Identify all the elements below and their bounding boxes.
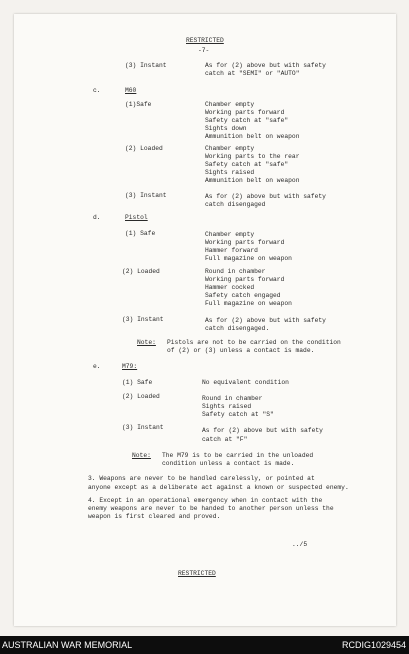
- e-safe-label: (1) Safe: [122, 379, 153, 386]
- e-loaded-desc-0: Round in chamber: [202, 395, 263, 402]
- d-safe-desc-1: Working parts forward: [205, 239, 285, 246]
- e-loaded-label: (2) Loaded: [122, 393, 160, 400]
- e-instant-desc-0: As for (2) above but with safety: [202, 427, 323, 434]
- section-e-title: M79:: [122, 363, 138, 370]
- d-loaded-desc-3: Safety catch engaged: [205, 292, 281, 299]
- e-note-0: The M79 is to be carried in the unloaded: [162, 452, 314, 459]
- archive-name: AUSTRALIAN WAR MEMORIAL: [2, 640, 133, 650]
- section-c-letter: c.: [93, 87, 101, 94]
- c-safe-label: (1)Safe: [125, 101, 152, 108]
- d-note-label: Note:: [137, 339, 156, 346]
- d-note-0: Pistols are not to be carried on the condition: [167, 339, 341, 346]
- paragraph-3-line-1: anyone except as a deliberate act against a known or suspected enemy.: [88, 484, 349, 491]
- footer-classification: RESTRICTED: [178, 570, 216, 577]
- e-safe-desc-0: No equivalent condition: [202, 379, 289, 386]
- e-loaded-desc-2: Safety catch at "S": [202, 411, 274, 418]
- continuation-marker: ../5: [292, 541, 308, 548]
- b-instant-label: (3) Instant: [125, 62, 167, 69]
- c-instant-desc-0: As for (2) above but with safety: [205, 193, 326, 200]
- d-loaded-desc-4: Full magazine on weapon: [205, 300, 292, 307]
- paragraph-4-line-0: 4. Except in an operational emergency when in contact with the: [88, 497, 323, 504]
- section-c-title: M60: [125, 87, 137, 94]
- d-note-1: of (2) or (3) unless a contact is made.: [167, 347, 315, 354]
- c-instant-desc-1: catch disengaged: [205, 201, 266, 208]
- c-loaded-desc-4: Ammunition belt on weapon: [205, 177, 300, 184]
- d-loaded-desc-1: Working parts forward: [205, 276, 285, 283]
- header-classification: RESTRICTED: [186, 37, 224, 44]
- d-loaded-label: (2) Loaded: [122, 268, 160, 275]
- paragraph-4-line-2: weapon is first cleared and proved.: [88, 513, 221, 520]
- c-safe-desc-2: Safety catch at "safe": [205, 117, 289, 124]
- e-note-1: condition unless a contact is made.: [162, 460, 295, 467]
- c-safe-desc-0: Chamber empty: [205, 101, 255, 108]
- c-loaded-desc-1: Working parts to the rear: [205, 153, 300, 160]
- d-safe-label: (1) Safe: [125, 230, 156, 237]
- c-safe-desc-3: Sights down: [205, 125, 247, 132]
- e-note-label: Note:: [132, 452, 151, 459]
- c-safe-desc-1: Working parts forward: [205, 109, 285, 116]
- c-loaded-desc-0: Chamber empty: [205, 145, 255, 152]
- section-d-title: Pistol: [125, 214, 148, 221]
- paragraph-3-line-0: 3. Weapons are never to be handled carelessly, or pointed at: [88, 475, 315, 482]
- b-instant-desc-1: catch at "SEMI" or "AUTO": [205, 70, 300, 77]
- d-safe-desc-0: Chamber empty: [205, 231, 255, 238]
- c-safe-desc-4: Ammunition belt on weapon: [205, 133, 300, 140]
- e-instant-desc-1: catch at "F": [202, 436, 248, 443]
- d-safe-desc-3: Full magazine on weapon: [205, 255, 292, 262]
- c-loaded-desc-3: Sights raised: [205, 169, 255, 176]
- archive-footer-bar: [0, 636, 409, 654]
- paragraph-4-line-1: enemy weapons are never to be handed to another person unless the: [88, 505, 334, 512]
- e-instant-label: (3) Instant: [122, 424, 164, 431]
- c-instant-label: (3) Instant: [125, 192, 167, 199]
- section-e-letter: e.: [93, 363, 101, 370]
- archive-record-id: RCDIG1029454: [341, 640, 406, 650]
- c-loaded-label: (2) Loaded: [125, 145, 163, 152]
- b-instant-desc-0: As for (2) above but with safety: [205, 62, 326, 69]
- d-instant-desc-0: As for (2) above but with safety: [205, 317, 326, 324]
- d-loaded-desc-2: Hammer cocked: [205, 284, 255, 291]
- d-loaded-desc-0: Round in chamber: [205, 268, 266, 275]
- page-number: -7-: [198, 47, 210, 54]
- d-safe-desc-2: Hammer forward: [205, 247, 258, 254]
- c-loaded-desc-2: Safety catch at "safe": [205, 161, 289, 168]
- section-d-letter: d.: [93, 214, 101, 221]
- d-instant-label: (3) Instant: [122, 316, 164, 323]
- e-loaded-desc-1: Sights raised: [202, 403, 252, 410]
- d-instant-desc-1: catch disengaged.: [205, 325, 270, 332]
